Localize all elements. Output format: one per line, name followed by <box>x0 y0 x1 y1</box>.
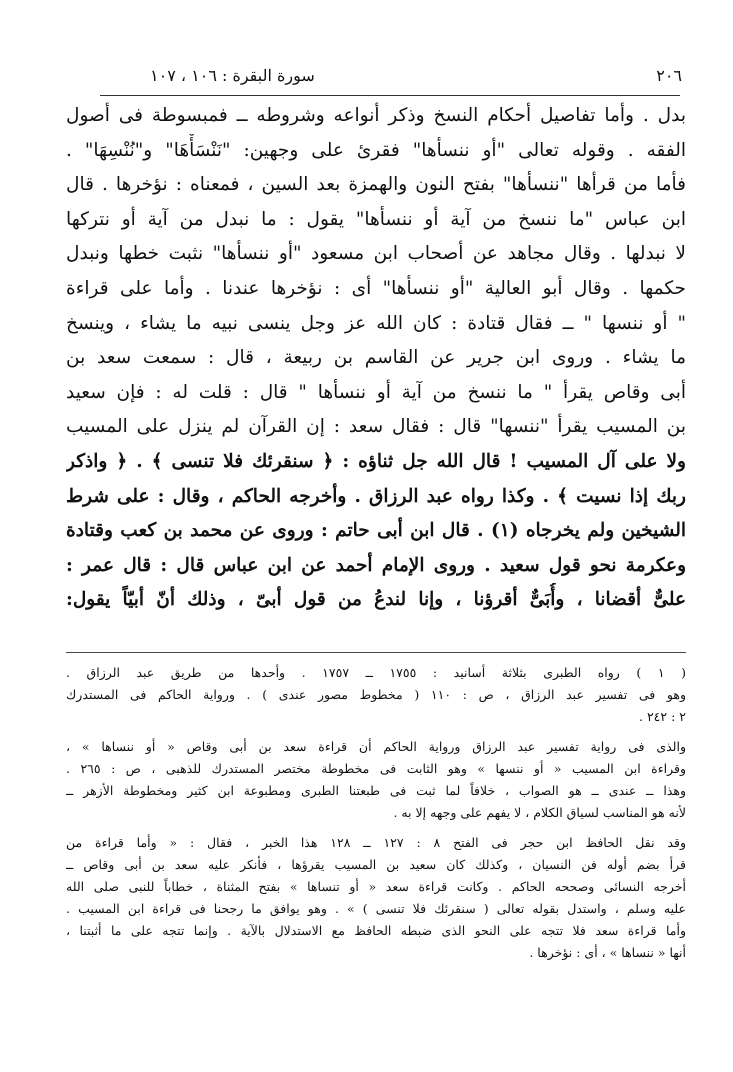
footnote-line: وهذا ــ عندى ــ هو الصواب ، خلافاً لما ثبت فى طبعتنا الطبرى ومطبوعة ابن كثير ومخطوطة الأزهر ــ <box>66 783 686 798</box>
footnote-spacer <box>66 728 686 736</box>
text-line: الفقه . وقوله تعالى "أو ننسأها" فقرئ على وجهين: "نَنْسَأْهَا" و"نُنْسِهَا" . <box>66 139 686 161</box>
text-line: بدل . وأما تفاصيل أحكام النسخ وذكر أنواعه وشروطه ــ فمبسوطة فى أصول <box>66 105 686 126</box>
text-line: ولا على آل المسيب ! قال الله جل ثناؤه : ﴿ سنقرئك فلا تنسى ﴾ . ﴿ واذكر <box>66 450 686 472</box>
footnote-line: أنها « ننساها » ، أى : نؤخرها . <box>529 945 686 960</box>
header-divider <box>100 95 680 96</box>
footnote-line: وقد نقل الحافظ ابن حجر فى الفتح ٨ : ١٢٧ ــ ١٢٨ هذا الخبر ، فقال : « وأما قراءة من <box>66 835 686 850</box>
footnote-spacer <box>66 824 686 832</box>
footnotes <box>66 662 686 964</box>
text-line: ابن عباس "ما ننسخ من آية أو ننسأها" يقول : ما نبدل من آية أو نتركها <box>66 208 686 230</box>
page-header <box>60 66 682 92</box>
text-line: " أو ننسها " ــ فقال قتادة : كان الله عز وجل ينسى نبيه ما يشاء ، وينسخ <box>66 312 686 334</box>
text-line: لا نبدلها . وقال مجاهد عن أصحاب ابن مسعود "أو ننسأها" نثبت خطها ونبدل <box>66 243 686 265</box>
text-line: الشيخين ولم يخرجاه (١) . قال ابن أبى حاتم : وروى عن محمد بن كعب وقتادة <box>66 520 686 542</box>
footnote-line: وقراءة ابن المسيب « أو ننسها » وهو الثابت فى مخطوطة مختصر المستدرك للذهبى ، ص : ٢٦٥ . <box>66 761 686 776</box>
footnote-line: وأما قراءة سعد فلا تتجه على النحو الذى ضبطه الحافظ مع الاستدلال بالآية . وإنما تتجه على ما أثبتنا ، <box>66 923 686 938</box>
page-number: ٢٠٦ <box>656 66 682 85</box>
footnote-line: ( ١ ) رواه الطبرى بثلاثة أسانيد : ١٧٥٥ ــ ١٧٥٧ . وأحدها من طريق عبد الرزاق . <box>66 665 686 680</box>
text-line: علىٌّ أقضانا ، وأُبَىٌّ أقرؤنا ، وإنا لندعُ من قول أبىّ ، وذلك أنّ أبيّاً يقول: <box>66 589 686 611</box>
footnote-line: أخرجه النسائى وصححه الحاكم . وكانت قراءة سعد « أو تنساها » بفتح المثناة ، خطاباً للنبى صلى الله <box>66 879 686 894</box>
text-line: فأما من قرأها "ننسأها" بفتح النون والهمزة بعد السين ، فمعناه : نؤخرها . قال <box>66 174 686 196</box>
footnote-line: ٢ : ٢٤٢ . <box>639 709 686 724</box>
footnote-divider <box>66 652 686 653</box>
footnote-line: وهو فى تفسير عبد الرزاق ، ص : ١١٠ ( مخطوط مصور عندى ) . ورواية الحاكم فى المستدرك <box>66 687 686 702</box>
running-title: سورة البقرة : ١٠٦ ، ١٠٧ <box>150 66 315 85</box>
footnote-line: والذى فى رواية تفسير عبد الرزاق ورواية الحاكم أن قراءة سعد بن أبى وقاص « أو ننساها » ، <box>66 739 686 754</box>
text-line: أبى وقاص يقرأ " ما ننسخ من آية أو ننسأها " قال : قلت له : فإن سعيد <box>66 381 686 403</box>
text-line: وعكرمة نحو قول سعيد . وروى الإمام أحمد عن ابن عباس قال : قال عمر : <box>66 554 686 576</box>
text-line: بن المسيب يقرأ "ننسها" قال : فقال سعد : إن القرآن لم ينزل على المسيب <box>66 416 686 438</box>
footnote-line: عليه وسلم ، واستدل بقوله تعالى ( سنقرئك فلا تنسى ) » . وهو يوافق ما رجحنا فى قراءة ابن المسيب . <box>66 901 686 916</box>
footnote-line: لأنه هو المناسب لسياق الكلام ، لا يفهم على وجهه إلا به . <box>393 805 686 820</box>
main-text <box>66 99 686 618</box>
text-line: حكمها . وقال أبو العالية "أو ننسأها" أى : نؤخرها عندنا . وأما على قراءة <box>66 277 686 299</box>
text-line: ربك إذا نسيت ﴾ . وكذا رواه عبد الرزاق . وأخرجه الحاكم ، وقال : على شرط <box>66 485 686 507</box>
text-line: ما يشاء . وروى ابن جرير عن القاسم بن ربيعة ، قال : سمعت سعد بن <box>66 347 686 369</box>
footnote-line: قرأ بضم أوله فن النسيان ، وكذلك كان سعيد بن المسيب يقرؤها ، فأنكر عليه سعد بن أبى وقاص ــ <box>66 857 686 872</box>
